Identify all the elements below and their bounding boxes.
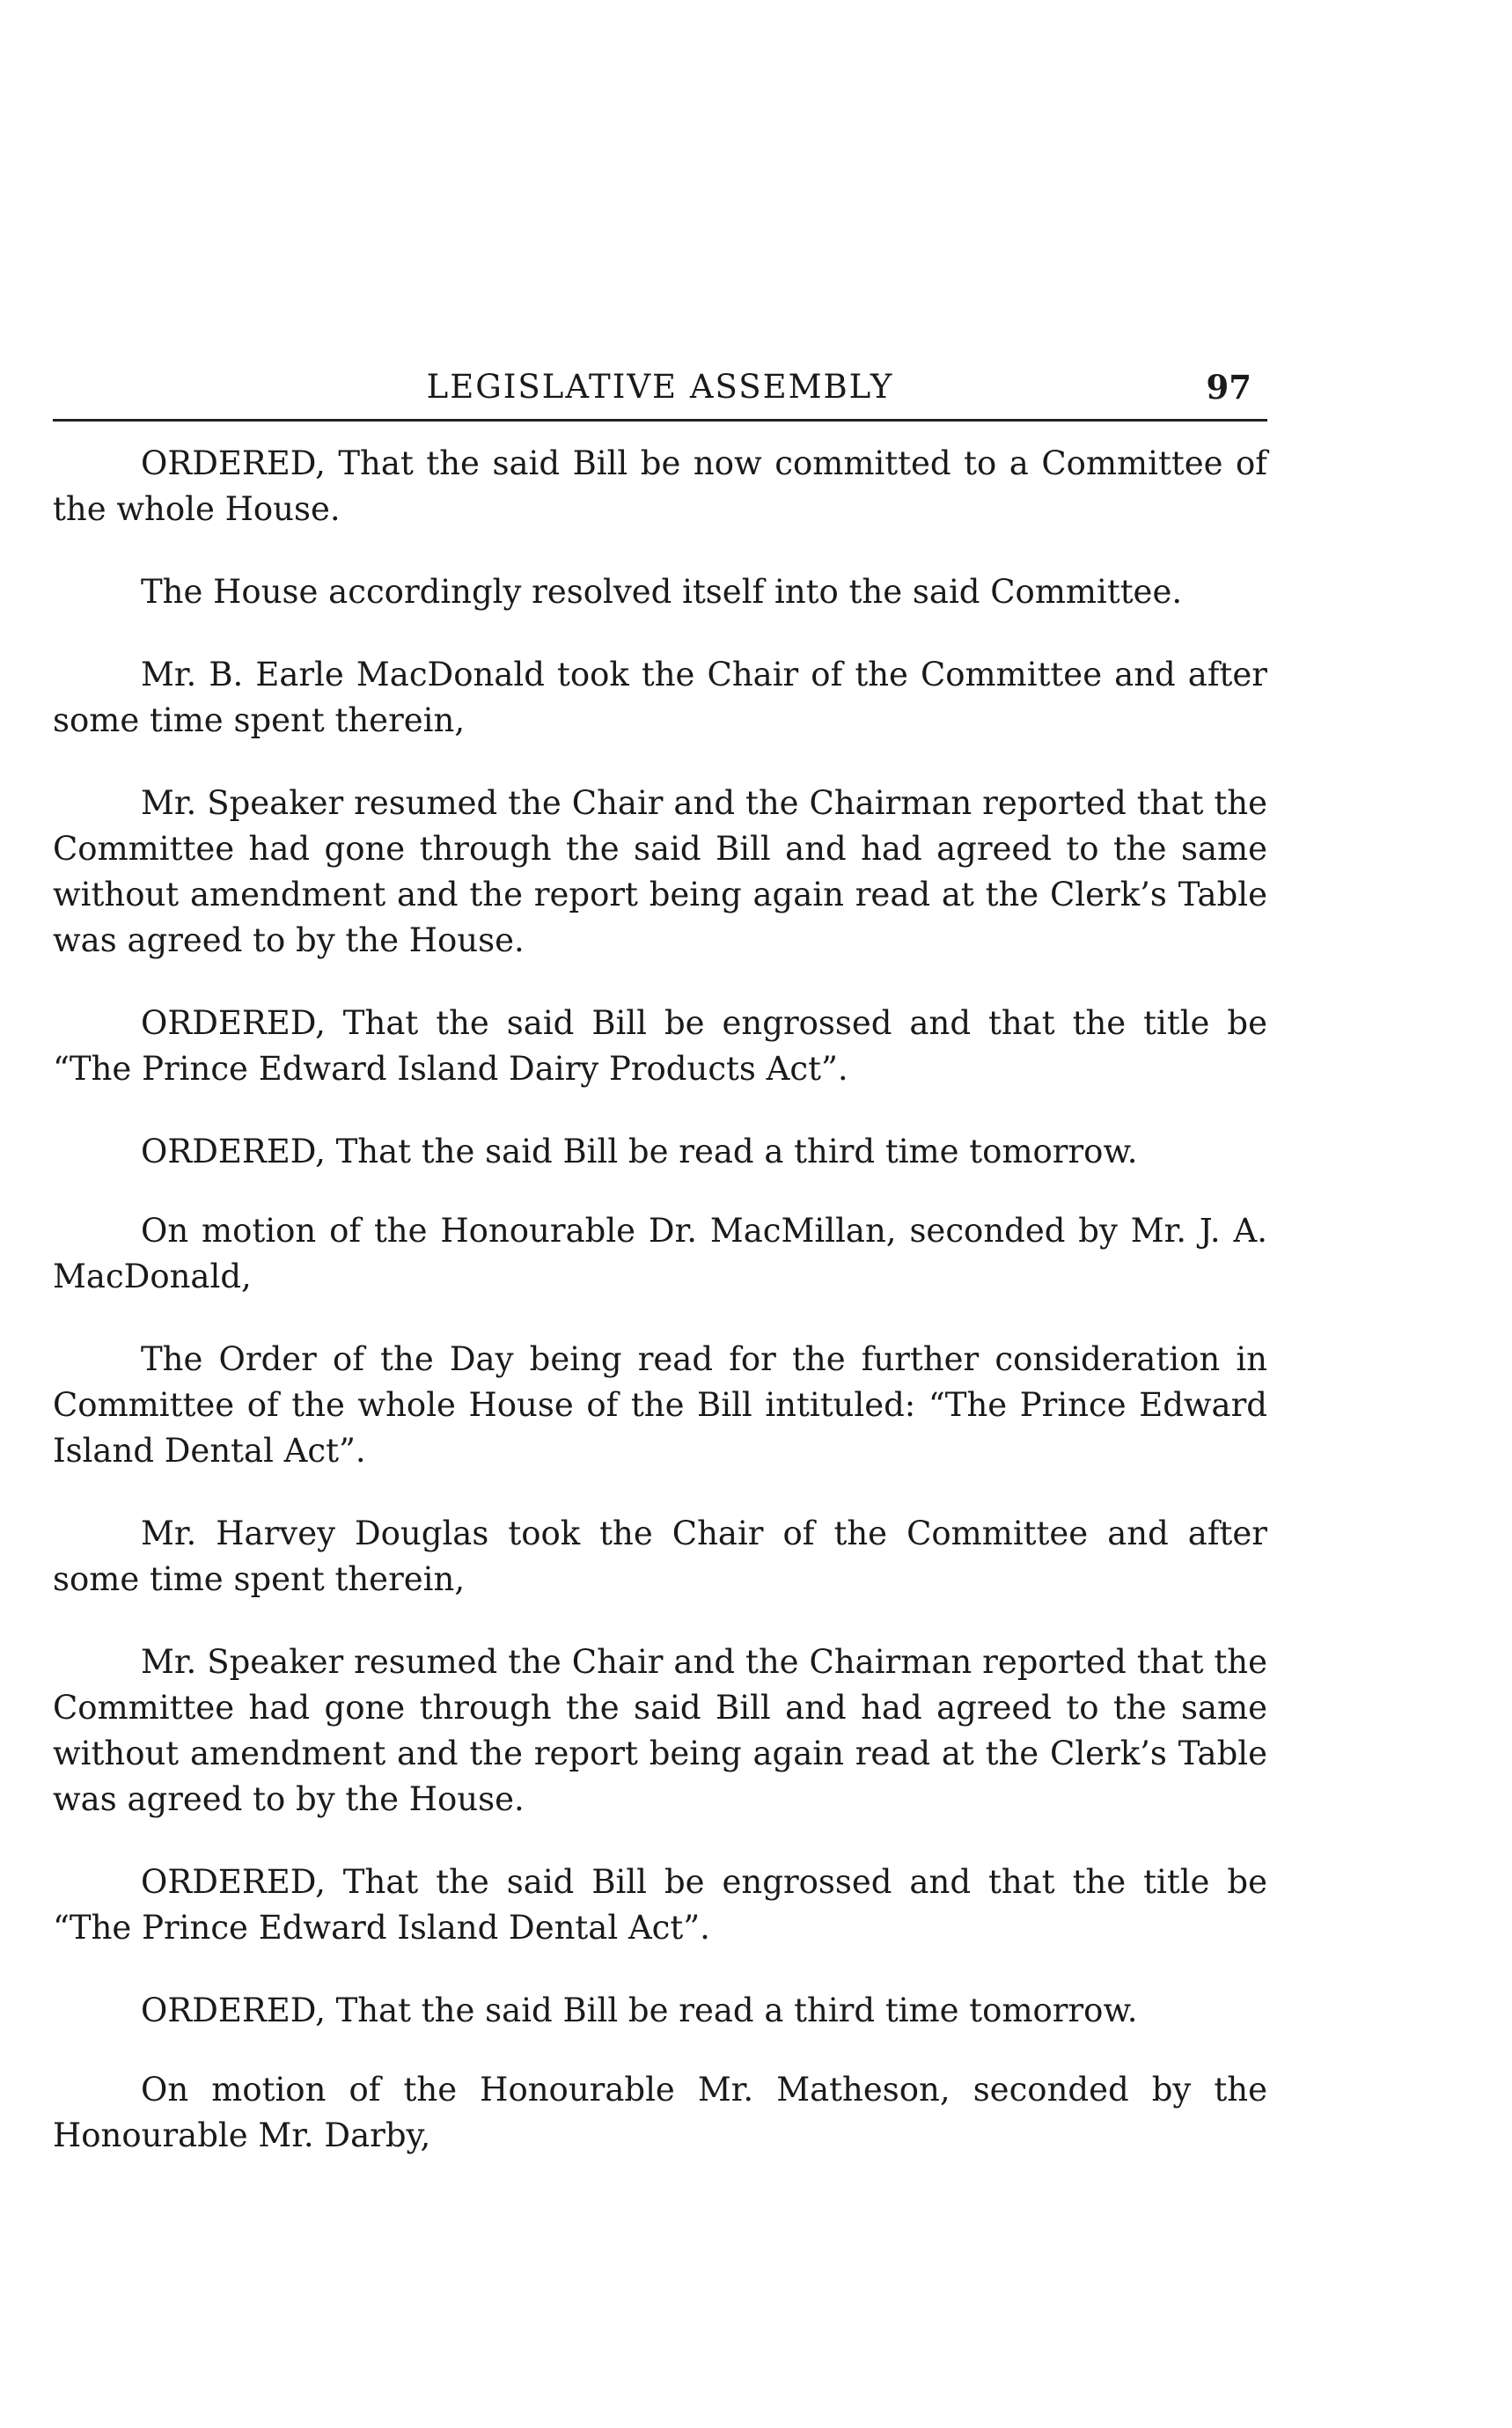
page-body xyxy=(53,422,1267,2159)
paragraph: Mr. Harvey Douglas took the Chair of the Committee and after some time spent therein, xyxy=(53,1515,1267,1598)
paragraph: ORDERED, That the said Bill be read a third time tomorrow. xyxy=(141,1992,1138,2029)
paragraph: ORDERED, That the said Bill be engrossed and that the title be “The Prince Edward Island Dairy Products Act”. xyxy=(53,1004,1267,1088)
paragraph: Mr. Speaker resumed the Chair and the Chairman reported that the Committee had gone through the said Bill and had agreed to the same without amendment and the report being again read at the Clerk’s Table was agreed to by the House. xyxy=(53,1643,1267,1818)
paragraph: The Order of the Day being read for the further consideration in Committee of the whole House of the Bill intituled: “The Prince Edward Island Dental Act”. xyxy=(53,1340,1267,1470)
paragraph: On motion of the Honourable Dr. MacMillan, seconded by Mr. J. A. MacDonald, xyxy=(53,1212,1267,1295)
paragraph: ORDERED, That the said Bill be now committed to a Committee of the whole House. xyxy=(53,444,1267,528)
paragraph: ORDERED, That the said Bill be engrossed and that the title be “The Prince Edward Island Dental Act”. xyxy=(53,1863,1267,1947)
header-title: LEGISLATIVE ASSEMBLY xyxy=(426,368,894,406)
document-page xyxy=(53,361,1267,2196)
paragraph: ORDERED, That the said Bill be read a third time tomorrow. xyxy=(141,1133,1138,1170)
page-number: 97 xyxy=(1206,368,1251,407)
running-header xyxy=(53,361,1267,422)
paragraph: Mr. B. Earle MacDonald took the Chair of the Committee and after some time spent therein, xyxy=(53,656,1267,739)
paragraph: The House accordingly resolved itself into the said Committee. xyxy=(141,573,1183,611)
paragraph: On motion of the Honourable Mr. Matheson, seconded by the Honourable Mr. Darby, xyxy=(53,2071,1267,2154)
paragraph: Mr. Speaker resumed the Chair and the Chairman reported that the Committee had gone through the said Bill and had agreed to the same without amendment and the report being again read at the Clerk’s Table was agreed to by the House. xyxy=(53,784,1267,959)
